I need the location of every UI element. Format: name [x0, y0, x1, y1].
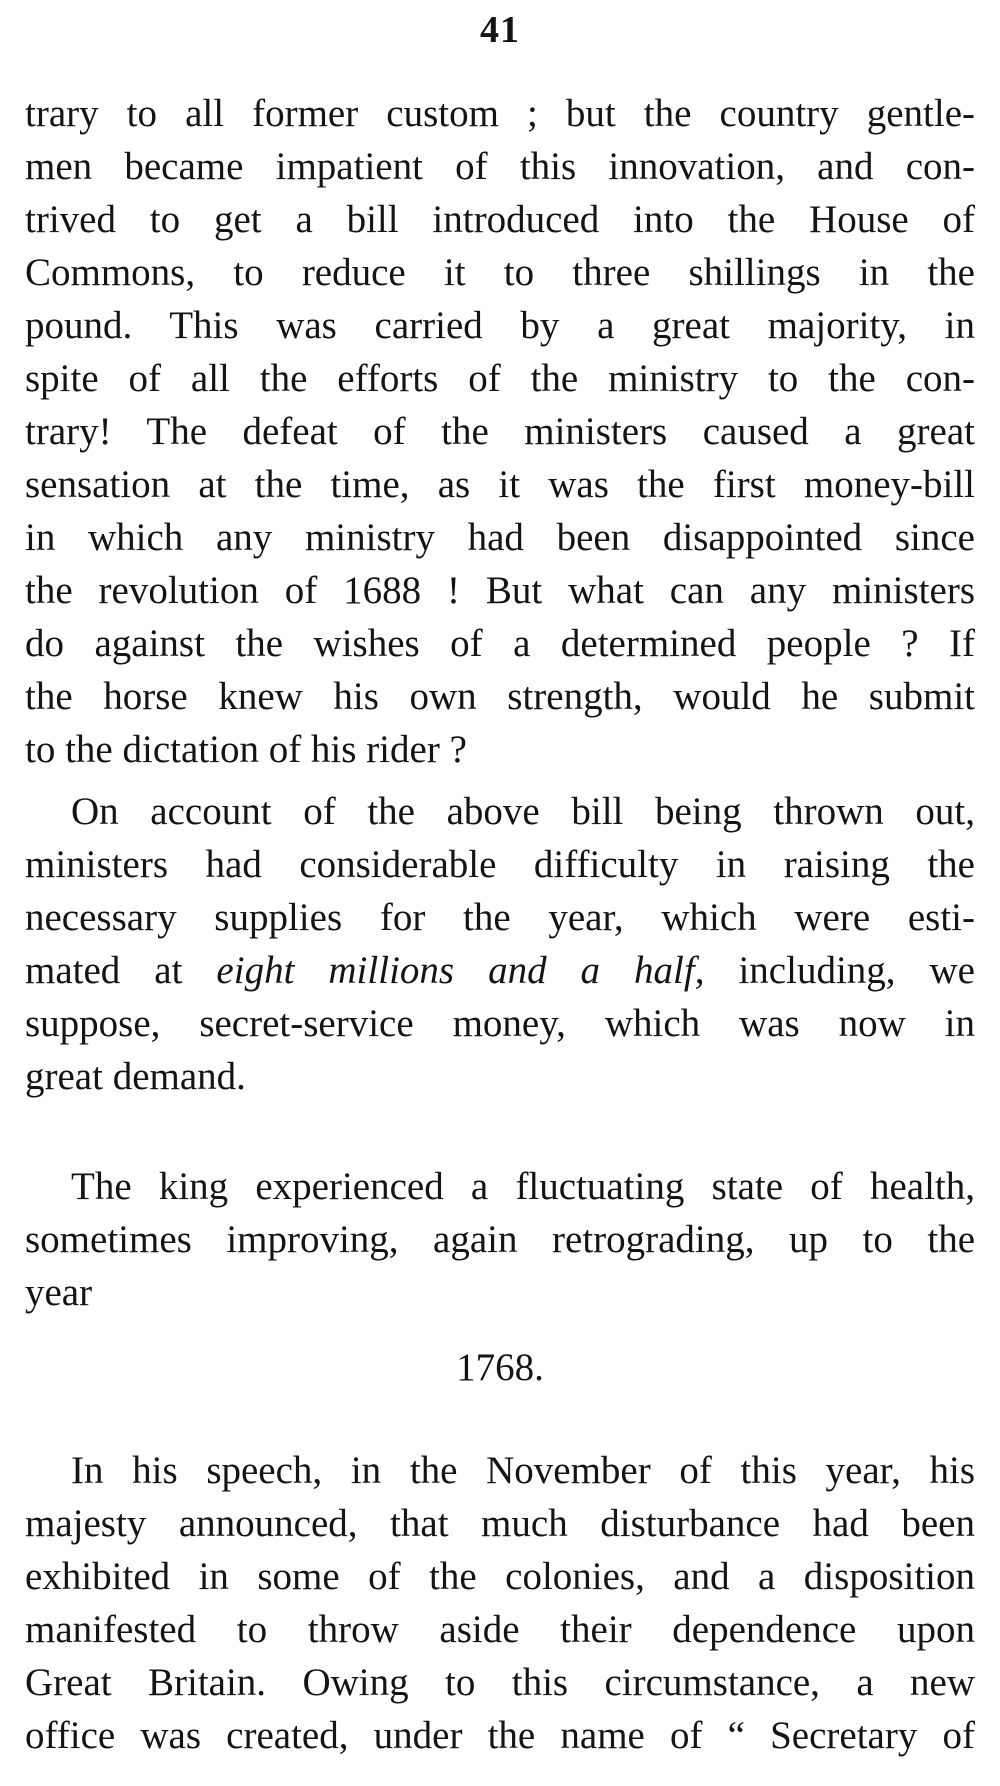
text-line: majesty announced, that much disturbance had been [25, 1502, 975, 1545]
text-line: do against the wishes of a determined people ? If [25, 622, 975, 665]
text-line: suppose, secret-service money, which was now in [25, 1002, 975, 1045]
text-line: trary to all former custom ; but the country gentle- [25, 92, 975, 135]
text-line: the horse knew his own strength, would he submit [25, 675, 975, 718]
text-segment: mated at [25, 949, 217, 992]
text-line: pound. This was carried by a great majority, in [25, 304, 975, 347]
italic-phrase: eight millions and a half, [216, 949, 705, 992]
page-number: 41 [480, 9, 520, 51]
text-line: to the dictation of his rider ? [25, 728, 467, 771]
text-line: spite of all the efforts of the ministry to the con- [25, 357, 975, 400]
text-line [25, 944, 975, 997]
text-line: trary! The defeat of the ministers caused a great [25, 410, 975, 453]
year-heading: 1768. [456, 1346, 544, 1389]
text-line: necessary supplies for the year, which were esti- [25, 896, 975, 939]
text-line: men became impatient of this innovation, and con- [25, 145, 975, 188]
text-line: On account of the above bill being thrown out, [71, 790, 975, 833]
text-line: the revolution of 1688 ! But what can any ministers [25, 569, 975, 612]
text-segment: including, we [704, 949, 975, 992]
text-line: office was created, under the name of “ Secretary of [25, 1714, 975, 1757]
text-line: sensation at the time, as it was the first money-bill [25, 463, 975, 506]
text-line: Commons, to reduce it to three shillings in the [25, 251, 975, 294]
paragraph-4 [25, 1444, 975, 1762]
paragraph-3 [25, 1160, 975, 1319]
text-line: exhibited in some of the colonies, and a disposition [25, 1555, 975, 1598]
text-line: in which any ministry had been disappointed since [25, 516, 975, 559]
text-line: sometimes improving, again retrograding, up to the [25, 1218, 975, 1261]
text-line: In his speech, in the November of this year, his [71, 1449, 975, 1492]
text-line: great demand. [25, 1055, 246, 1098]
paragraph-2 [25, 785, 975, 1103]
paragraph-1 [25, 87, 975, 776]
text-line: The king experienced a fluctuating state of health, [71, 1165, 975, 1208]
text-line: Great Britain. Owing to this circumstance, a new [25, 1661, 975, 1704]
text-line: year [25, 1271, 93, 1314]
text-line: ministers had considerable difficulty in raising the [25, 843, 975, 886]
text-line: trived to get a bill introduced into the House of [25, 198, 975, 241]
text-line: manifested to throw aside their dependence upon [25, 1608, 975, 1651]
